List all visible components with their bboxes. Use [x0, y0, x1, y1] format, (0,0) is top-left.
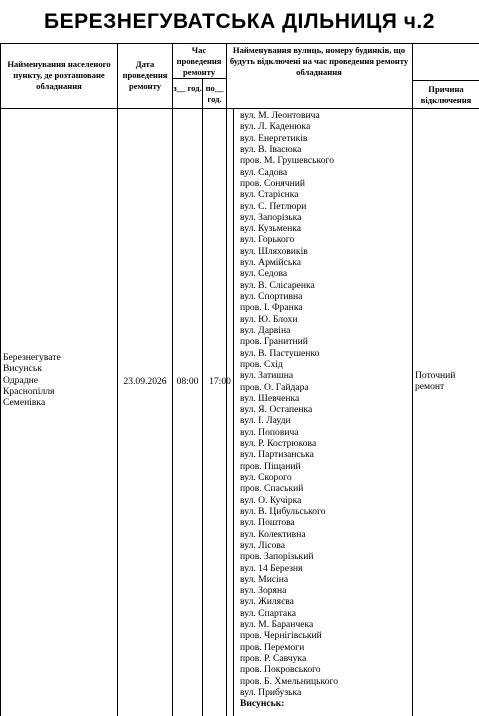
street-item: вул. Старієнка	[240, 189, 299, 201]
street-item: вул. Мисіна	[240, 573, 289, 585]
street-item: пров. Б. Хмельницького	[240, 675, 339, 687]
header-to: по__ год.	[205, 83, 224, 104]
time-to: 17:00	[209, 376, 231, 387]
street-item: вул. Армійська	[240, 257, 302, 269]
street-item: пров. Спаський	[240, 483, 304, 495]
street-item: вул. Енергетиків	[240, 132, 308, 144]
street-item: вул. М. Баранчека	[240, 619, 314, 631]
street-item: пров. Піщаний	[240, 460, 301, 472]
street-item: вул. Р. Кострюкова	[240, 438, 317, 450]
street-item: вул. В. Івасюка	[240, 143, 302, 155]
reason-cell	[415, 370, 477, 393]
street-item: пров. О. Гайдара	[240, 381, 309, 393]
street-item: вул. Л. Каденюка	[240, 121, 311, 133]
col-divider-3	[202, 78, 203, 716]
time-from: 08:00	[176, 376, 199, 387]
settlement-item: Краснопілля	[3, 385, 55, 397]
table-border-top	[0, 43, 479, 44]
street-item: вул. Шевченка	[240, 392, 300, 404]
settlement-item: Висунськ	[3, 363, 42, 375]
street-item: вул. С. Петлюри	[240, 200, 307, 212]
street-item: вул. 14 Березня	[240, 562, 303, 574]
street-item: пров. М. Грушевського	[240, 155, 335, 167]
settlement-item: Семенівка	[3, 397, 46, 409]
street-item: вул. Спортивна	[240, 291, 303, 302]
street-item: вул. Зоряна	[240, 585, 287, 597]
header-time: Час проведення ремонту	[176, 45, 222, 77]
street-item: вул. В. Цибульського	[240, 505, 326, 517]
street-item: вул. Шляховиків	[240, 245, 308, 257]
header-from: з__ год.	[173, 83, 202, 93]
header-date: Дата проведення ремонту	[122, 59, 168, 91]
table-border-left	[0, 43, 1, 716]
street-item: вул. В. Слісаренка	[240, 279, 315, 291]
street-item: вул. Ю. Блохи	[240, 313, 298, 325]
settlement-item: Одрадне	[3, 374, 39, 386]
street-item: пров. Схід	[240, 358, 283, 370]
street-item: вул. Колективна	[240, 528, 306, 540]
street-item: вул. Дарвіна	[240, 324, 291, 336]
repair-date: 23.09.2026	[123, 376, 167, 387]
street-item: пров. Р. Савчука	[240, 653, 307, 664]
street-item: пров. Чернігівський	[240, 630, 322, 642]
time-subheader-divider	[172, 78, 226, 79]
street-item: вул. Затишна	[240, 370, 294, 382]
header-settlement: Найменування населеного пункту, де розташоване обладнання	[7, 59, 111, 91]
street-item: вул. В. Пастушенко	[240, 347, 320, 359]
street-item: пров. І. Франка	[240, 302, 303, 314]
reason-line: Поточний	[415, 370, 456, 381]
street-item: вул. Кузьменка	[240, 223, 302, 235]
street-list	[240, 110, 412, 710]
reason-header-divider	[412, 80, 479, 81]
street-item: вул. Я. Остапенка	[240, 404, 313, 416]
page-title: БЕРЕЗНЕГУВАТСЬКА ДІЛЬНИЦЯ ч.2	[44, 10, 435, 33]
street-item: вул. Поповича	[240, 426, 299, 438]
street-item: вул. Лісова	[240, 539, 286, 551]
col-divider-5	[233, 108, 234, 716]
street-item: вул. І. Лауди	[240, 415, 291, 427]
header-reason: Причина відключення	[420, 84, 472, 105]
street-item: вул. Садова	[240, 166, 288, 178]
reason-line: ремонт	[415, 381, 445, 393]
header-bottom-border	[0, 108, 479, 109]
street-item: вул. Прибузька	[240, 686, 302, 698]
settlement-list	[3, 352, 116, 408]
street-item: вул. Седова	[240, 268, 288, 280]
settlement-item: Березнегувате	[3, 352, 61, 363]
street-item: вул. О. Кучірка	[240, 494, 302, 506]
street-item: вул. Спартака	[240, 607, 296, 619]
street-item: вул. Запорізька	[240, 211, 302, 223]
street-item: вул. Скорого	[240, 472, 292, 483]
street-item: пров. Запорізький	[240, 551, 314, 563]
col-divider-6	[412, 43, 413, 716]
street-item: пров. Сонячний	[240, 177, 306, 189]
street-item: вул. Поштова	[240, 517, 295, 529]
street-item: пров. Гранитний	[240, 336, 308, 348]
street-item: пров. Перемоги	[240, 641, 305, 653]
next-settlement-label: Висунськ:	[240, 698, 285, 710]
street-item: вул. Партизанська	[240, 449, 314, 461]
street-item: вул. М. Леонтовича	[240, 110, 320, 121]
header-streets: Найменування вулиць, номеру будинків, що будуть відключені на час проведення ремонту обладнання	[229, 45, 409, 77]
street-item: вул. Жиляєва	[240, 596, 294, 608]
street-item: вул. Горького	[240, 234, 295, 246]
street-item: пров. Покровського	[240, 664, 321, 676]
